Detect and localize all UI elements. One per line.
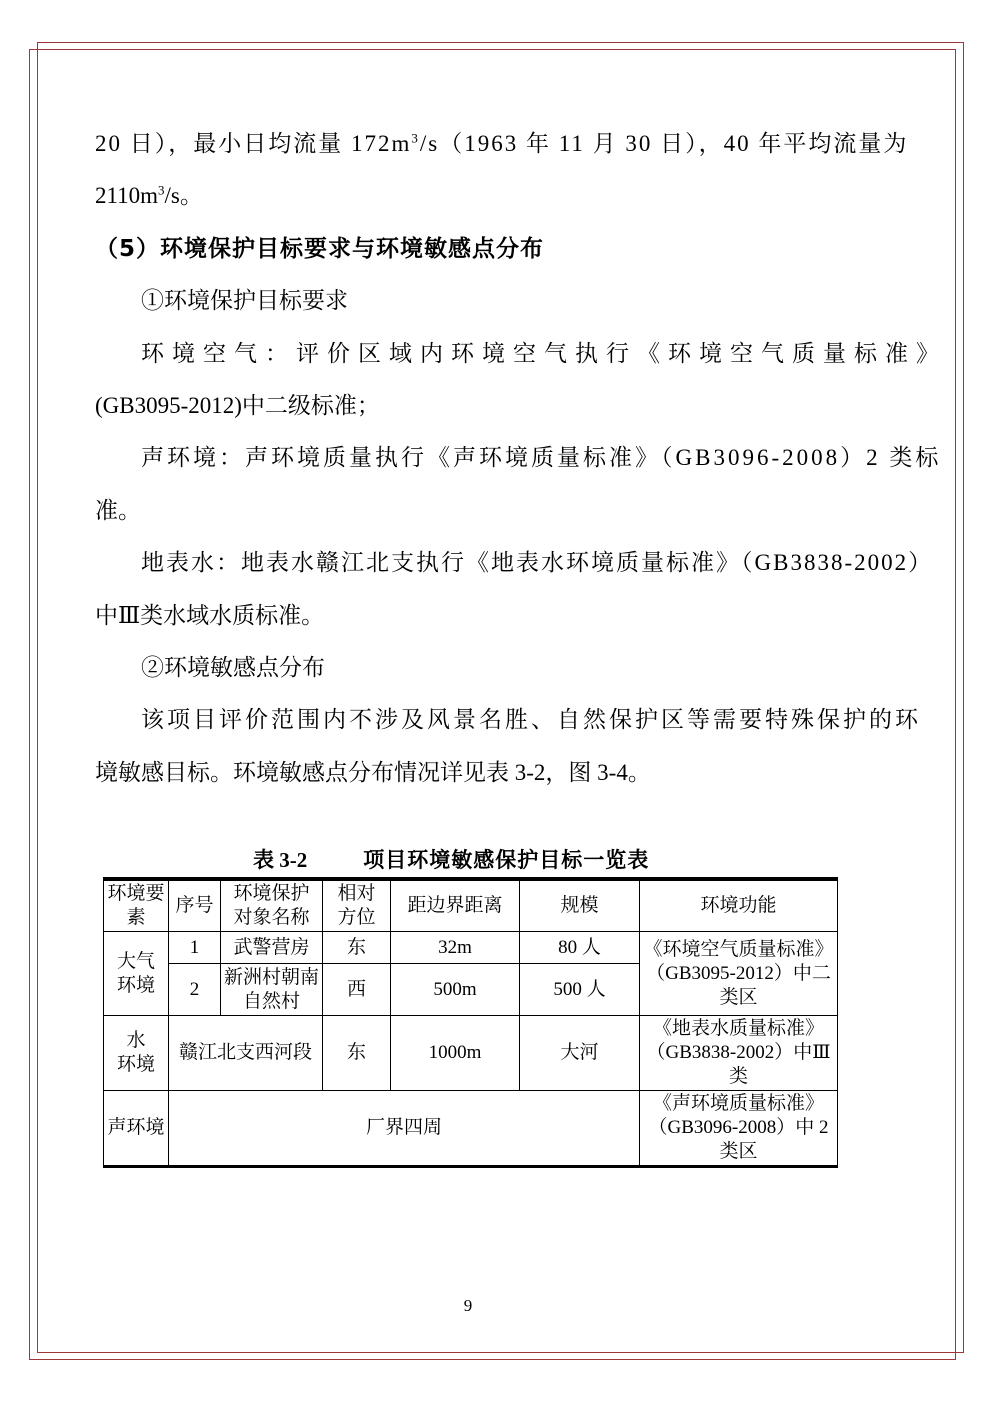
header-target-line2: 对象名称 <box>233 907 310 928</box>
noise-requirement-line-1: 声环境：声环境质量执行《声环境质量标准》（GB3096-2008）2 类标 <box>141 445 942 471</box>
table-caption <box>103 843 837 875</box>
table-row-air-1 <box>104 932 838 964</box>
cell-noise-element: 声环境 <box>104 1091 169 1167</box>
cell-air2-target-line2: 自然村 <box>242 990 300 1012</box>
cell-water-distance: 1000m <box>391 1016 520 1091</box>
air-requirement-line-2: (GB3095-2012)中二级标准； <box>95 392 380 418</box>
cell-air2-direction: 西 <box>323 964 391 1016</box>
header-element <box>104 879 169 932</box>
flow-line-2-post: /s。 <box>164 183 203 209</box>
water-requirement-line-1: 地表水：地表水赣江北支执行《地表水环境质量标准》（GB3838-2002） <box>141 550 934 576</box>
body-text <box>95 118 947 799</box>
cell-air1-distance: 32m <box>391 932 520 964</box>
cell-air1-target: 武警营房 <box>221 932 323 964</box>
table-caption-label: 表 3-2 <box>253 848 308 872</box>
flow-line-1-pre: 20 日），最小日均流量 172m <box>95 131 412 156</box>
sensitive-points-line-2: 境敏感目标。环境敏感点分布情况详见表 3-2，图 3-4。 <box>95 759 651 785</box>
cell-air-element-line2: 环境 <box>116 974 155 996</box>
cell-water-scale: 大河 <box>520 1016 640 1091</box>
sensitive-targets-table <box>103 877 838 1168</box>
cell-water-function <box>640 1016 838 1091</box>
cell-air-function-line2: （GB3095-2012）中二类区 <box>646 962 831 1008</box>
air-requirement-line-1: 环境空气：评价区域内环境空气执行《环境空气质量标准》 <box>141 340 947 366</box>
header-index: 序号 <box>169 879 221 932</box>
page-number: 9 <box>463 1296 473 1315</box>
water-requirement-line-2: 中Ⅲ类水域水质标准。 <box>95 602 325 628</box>
table-row-noise <box>104 1091 838 1167</box>
cell-noise-target: 厂界四周 <box>169 1091 640 1167</box>
header-function: 环境功能 <box>640 879 838 932</box>
subsection-2-title: ②环境敏感点分布 <box>141 654 325 680</box>
cell-water-function-line2: （GB3838-2002）中Ⅲ类 <box>646 1042 831 1087</box>
cell-water-element-line1: 水 <box>126 1030 146 1051</box>
cell-air-element <box>104 932 169 1016</box>
header-element-line1: 环境要 <box>107 883 165 904</box>
section-heading-5: （5）环境保护目标要求与环境敏感点分布 <box>95 235 545 262</box>
sensitive-points-line-1: 该项目评价范围内不涉及风景名胜、自然保护区等需要特殊保护的环 <box>141 707 921 733</box>
cell-noise-function-line2: （GB3096-2008）中 2 类区 <box>648 1117 829 1162</box>
cell-air1-index: 1 <box>169 932 221 964</box>
header-direction-line2: 方位 <box>337 907 376 928</box>
cell-air1-direction: 东 <box>323 932 391 964</box>
flow-line-2-superscript: 3 <box>158 182 165 198</box>
table-row-water <box>104 1016 838 1091</box>
cell-noise-function-line1: 《声环境质量标准》 <box>652 1093 824 1114</box>
cell-air-function-line1: 《环境空气质量标准》 <box>643 938 834 960</box>
cell-air2-scale: 500 人 <box>520 964 640 1016</box>
cell-noise-function <box>640 1091 838 1167</box>
subsection-1-title: ①环境保护目标要求 <box>141 288 348 314</box>
flow-line-1-superscript: 3 <box>411 130 420 146</box>
cell-air-element-line1: 大气 <box>116 950 155 972</box>
header-distance: 距边界距离 <box>391 879 520 932</box>
cell-water-element-line2: 环境 <box>116 1054 155 1075</box>
header-direction <box>323 879 391 932</box>
noise-requirement-line-2: 准。 <box>95 497 141 523</box>
cell-water-target: 赣江北支西河段 <box>169 1016 323 1091</box>
cell-water-function-line1: 《地表水质量标准》 <box>652 1018 824 1039</box>
header-target-line1: 环境保护 <box>233 883 310 904</box>
cell-air2-distance: 500m <box>391 964 520 1016</box>
flow-line-2-pre: 2110m <box>95 183 159 209</box>
paragraph-flow-line-1 <box>95 118 909 170</box>
cell-water-direction: 东 <box>323 1016 391 1091</box>
table-caption-title: 项目环境敏感保护目标一览表 <box>363 848 650 872</box>
table-header-row <box>104 879 838 932</box>
cell-air-function <box>640 932 838 1016</box>
header-element-line2: 素 <box>126 907 146 928</box>
header-direction-line1: 相对 <box>337 883 376 904</box>
flow-line-1-post: /s（1963 年 11 月 30 日），40 年平均流量为 <box>419 131 909 156</box>
paragraph-flow-line-2 <box>95 170 861 222</box>
cell-water-element <box>104 1016 169 1091</box>
cell-air2-index: 2 <box>169 964 221 1016</box>
cell-air2-target-line1: 新洲村朝南 <box>223 966 319 988</box>
cell-air1-scale: 80 人 <box>520 932 640 964</box>
cell-air2-target <box>221 964 323 1016</box>
header-scale: 规模 <box>520 879 640 932</box>
header-target <box>221 879 323 932</box>
